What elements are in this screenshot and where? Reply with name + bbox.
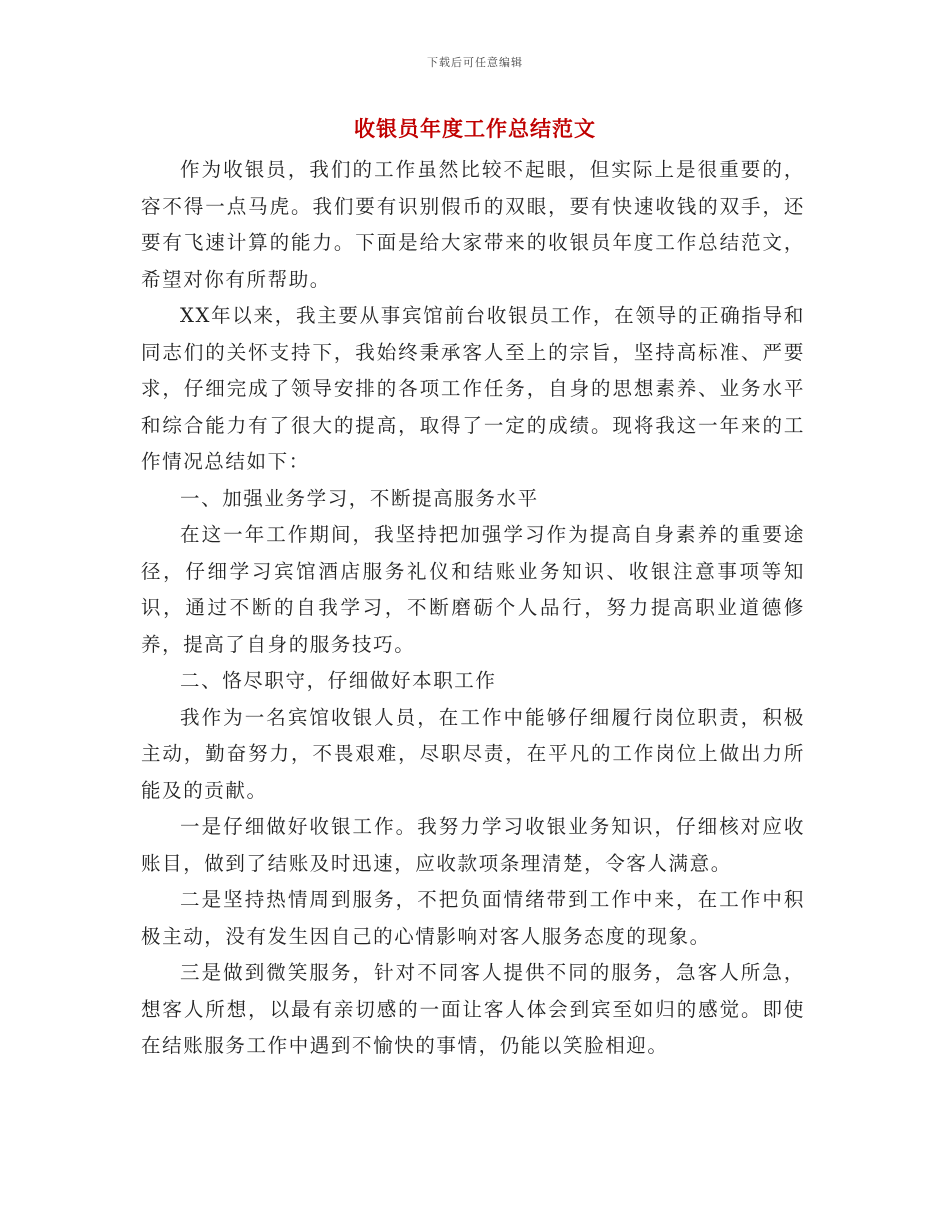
paragraph-point-3: 三是做到微笑服务，针对不同客人提供不同的服务，急客人所急，想客人所想，以最有亲切感的一面让客人体会到宾至如归的感觉。即使在结账服务工作中遇到不愉快的事情，仍能以笑脸相迎。	[141, 961, 805, 1057]
paragraph-overview: XX年以来，我主要从事宾馆前台收银员工作，在领导的正确指导和同志们的关怀支持下，我始终秉承客人至上的宗旨，坚持高标准、严要求，仔细完成了领导安排的各项工作任务，自身的思想素养、业务水平和综合能力有了很大的提高，取得了一定的成绩。现将我这一年来的工作情况总结如下：	[141, 304, 805, 473]
section-heading-1: 一、加强业务学习，不断提高服务水平	[180, 486, 539, 510]
paragraph-point-1: 一是仔细做好收银工作。我努力学习收银业务知识，仔细核对应收账目，做到了结账及时迅速，应收款项条理清楚，令客人满意。	[141, 815, 805, 875]
document-title: 收银员年度工作总结范文	[354, 116, 596, 141]
paragraph-study: 在这一年工作期间，我坚持把加强学习作为提高自身素养的重要途径，仔细学习宾馆酒店服务礼仪和结账业务知识、收银注意事项等知识，通过不断的自我学习，不断磨砺个人品行，努力提高职业道德修养，提高了自身的服务技巧。	[141, 523, 805, 656]
paragraph-duty: 我作为一名宾馆收银人员，在工作中能够仔细履行岗位职责，积极主动，勤奋努力，不畏艰难，尽职尽责，在平凡的工作岗位上做出力所能及的贡献。	[141, 705, 805, 802]
document-body	[141, 152, 805, 1065]
section-heading-2: 二、恪尽职守，仔细做好本职工作	[180, 669, 497, 692]
paragraph-point-2: 二是坚持热情周到服务，不把负面情绪带到工作中来，在工作中积极主动，没有发生因自己的心情影响对客人服务态度的现象。	[141, 888, 805, 948]
page-header: 下载后可任意编辑	[427, 56, 523, 69]
paragraph-intro: 作为收银员，我们的工作虽然比较不起眼，但实际上是很重要的，容不得一点马虎。我们要有识别假币的双眼，要有快速收钱的双手，还要有飞速计算的能力。下面是给大家带来的收银员年度工作总结范文，希望对你有所帮助。	[141, 158, 805, 291]
